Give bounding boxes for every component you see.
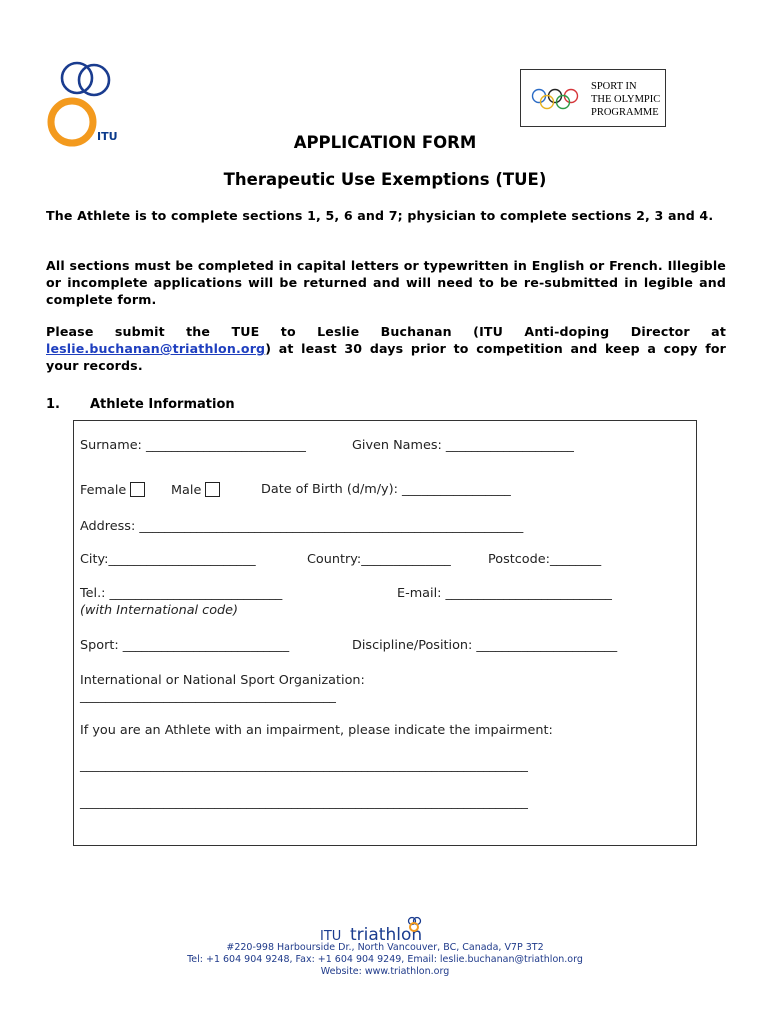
address-field[interactable]: Address: ____________________________________________________________	[80, 519, 524, 534]
footer-logo-itu: ITU	[320, 929, 342, 943]
olympic-caption-line: PROGRAMME	[591, 107, 659, 118]
page-title: APPLICATION FORM	[293, 133, 477, 152]
footer-website: Website: www.triathlon.org	[320, 966, 450, 977]
postcode-field[interactable]: Postcode:________	[488, 552, 602, 567]
instructions-submit	[46, 323, 726, 374]
instructions-sections: The Athlete is to complete sections 1, 5, 6 and 7; physician to complete sections 2, 3 and 4.	[46, 208, 714, 223]
submit-text-after: ) at least 30 days prior to competition and keep a copy for your records.	[46, 341, 726, 373]
email-field[interactable]: E-mail: __________________________	[397, 586, 612, 601]
surname-field[interactable]: Surname: _________________________	[80, 438, 306, 453]
given-names-field[interactable]: Given Names: ____________________	[352, 438, 574, 453]
submit-text-before: Please submit the TUE to Leslie Buchanan (ITU Anti-doping Director at	[46, 324, 726, 339]
page-subtitle: Therapeutic Use Exemptions (TUE)	[223, 170, 547, 189]
sport-field[interactable]: Sport: __________________________	[80, 638, 290, 653]
section-number: 1.	[46, 397, 60, 412]
olympic-rings-icon	[531, 88, 579, 110]
olympic-caption-line: SPORT IN	[591, 81, 637, 92]
male-checkbox[interactable]	[205, 482, 220, 497]
itu-triathlon-logo	[318, 913, 430, 943]
tel-field[interactable]: Tel.: ___________________________	[80, 586, 283, 601]
discipline-field[interactable]: Discipline/Position: ______________________	[352, 638, 618, 653]
section-title: Athlete Information	[90, 397, 235, 412]
olympic-programme-badge	[520, 69, 666, 127]
tel-note: (with International code)	[80, 603, 239, 618]
director-email-link[interactable]: leslie.buchanan@triathlon.org	[46, 341, 266, 356]
impairment-label: If you are an Athlete with an impairment, please indicate the impairment:	[80, 723, 553, 738]
impairment-line[interactable]: ______________________________________________________________________	[80, 795, 528, 810]
male-label: Male	[171, 483, 202, 498]
olympic-caption-line: THE OLYMPIC	[591, 94, 661, 105]
country-field[interactable]: Country:______________	[307, 552, 451, 567]
itu-logo-text: ITU	[97, 130, 118, 143]
female-option	[80, 482, 145, 498]
olympic-caption	[591, 80, 660, 119]
city-field[interactable]: City:_______________________	[80, 552, 256, 567]
footer-logo-triathlon: triathlon	[350, 925, 423, 943]
impairment-line[interactable]: ______________________________________________________________________	[80, 758, 528, 773]
footer-address: #220-998 Harbourside Dr., North Vancouver, BC, Canada, V7P 3T2	[226, 942, 544, 953]
footer-contact: Tel: +1 604 904 9248, Fax: +1 604 904 9249, Email: leslie.buchanan@triathlon.org	[187, 954, 583, 965]
date-of-birth-field[interactable]: Date of Birth (d/m/y): _________________	[261, 482, 511, 497]
sport-organization-field[interactable]: ________________________________________	[80, 689, 336, 704]
female-label: Female	[80, 483, 127, 498]
female-checkbox[interactable]	[130, 482, 145, 497]
sport-organization-label: International or National Sport Organization:	[80, 673, 365, 688]
instructions-format: All sections must be completed in capital letters or typewritten in English or French. Illegible or incomplete applications will be returned and will need to be re-submitted in legible and complete form.	[46, 258, 726, 307]
male-option	[171, 482, 220, 498]
